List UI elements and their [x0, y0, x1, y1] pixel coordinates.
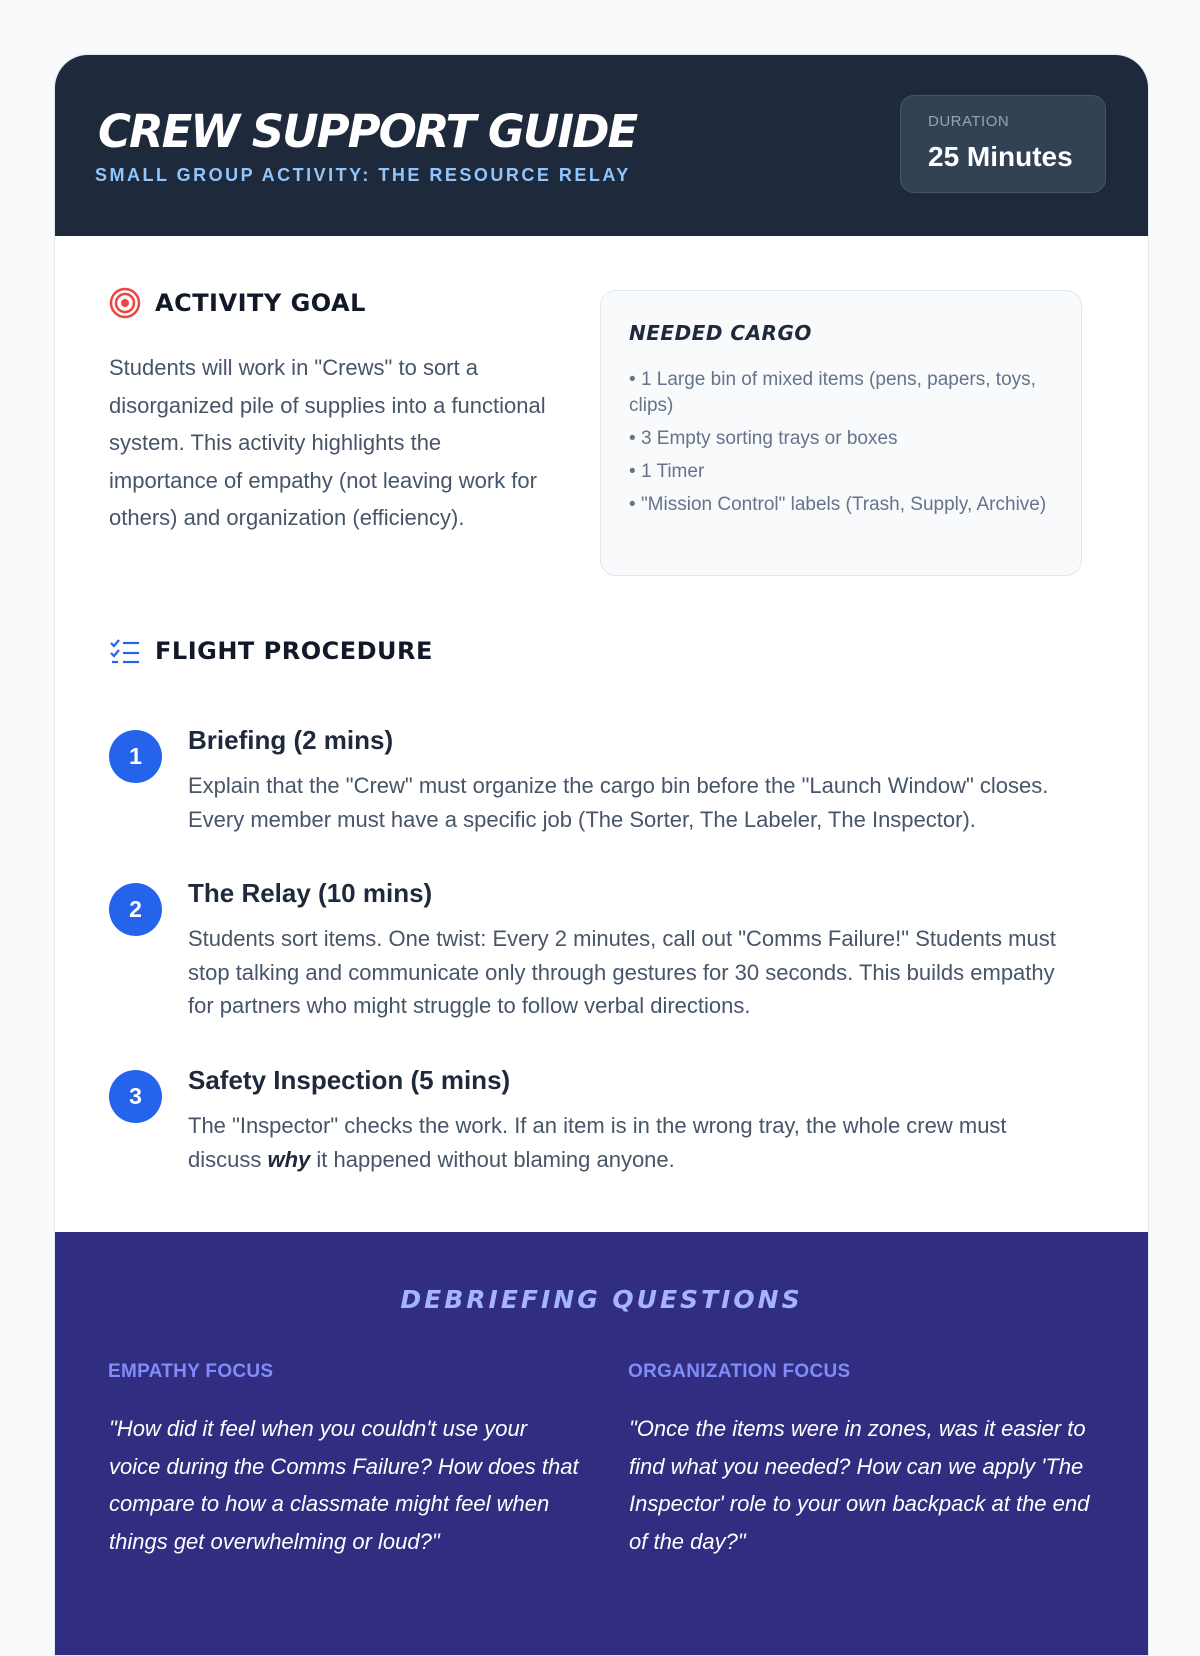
cargo-list [629, 367, 1069, 525]
debriefing-title: DEBRIEFING QUESTIONS [400, 1285, 803, 1314]
step-text-before: The "Inspector" checks the work. If an item is in the wrong tray, the whole crew must discuss [188, 1113, 1007, 1172]
step-title: Safety Inspection (5 mins) [188, 1065, 511, 1095]
step-number: 3 [109, 1070, 162, 1123]
guide-header [55, 55, 1148, 236]
step-title: The Relay (10 mins) [188, 878, 433, 908]
step-title: Briefing (2 mins) [188, 725, 394, 755]
empathy-focus-quote: "How did it feel when you couldn't use your voice during the Comms Failure? How does that compare to how a classmate might feel when things get overwhelming or loud?" [109, 1416, 579, 1554]
flight-procedure-title: FLIGHT PROCEDURE [155, 637, 433, 665]
activity-goal-heading [109, 287, 366, 319]
activity-goal-text: Students will work in "Crews" to sort a disorganized pile of supplies into a functional system. This activity highlights the importance of empathy (not leaving work for others) and organization (efficiency). [109, 355, 546, 531]
needed-cargo-title: NEEDED CARGO [629, 321, 812, 345]
needed-cargo-box [600, 290, 1082, 576]
duration-badge [900, 95, 1106, 193]
step-number: 1 [109, 730, 162, 783]
step-number: 2 [109, 883, 162, 936]
step-description: Explain that the "Crew" must organize the cargo bin before the "Launch Window" closes. Every member must have a specific job (The Sorter, The Labeler, The Inspector). [188, 773, 1049, 832]
step-description [188, 1109, 1083, 1176]
activity-goal-title: ACTIVITY GOAL [155, 289, 366, 317]
list-item: • 3 Empty sorting trays or boxes [629, 426, 1069, 452]
page-title: CREW SUPPORT GUIDE [98, 105, 637, 158]
organization-focus-quote: "Once the items were in zones, was it easier to find what you needed? How can we apply 'The Inspector' role to your own backpack at the end of the day?" [629, 1416, 1090, 1554]
list-item: • 1 Timer [629, 459, 1069, 485]
page-subtitle: SMALL GROUP ACTIVITY: THE RESOURCE RELAY [95, 165, 631, 185]
checklist-icon [109, 635, 141, 667]
guide-card [54, 54, 1149, 1656]
step-text-after: it happened without blaming anyone. [310, 1146, 675, 1172]
empathy-focus-label: EMPATHY FOCUS [108, 1361, 274, 1382]
debriefing-section [55, 1232, 1148, 1655]
step-description: Students sort items. One twist: Every 2 minutes, call out "Comms Failure!" Students must stop talking and communicate only through gestures for 30 seconds. This builds empathy for partners who might struggle to follow verbal directions. [188, 926, 1056, 1019]
list-item: • 1 Large bin of mixed items (pens, papers, toys, clips) [629, 367, 1069, 419]
list-item: • "Mission Control" labels (Trash, Supply, Archive) [629, 492, 1069, 518]
organization-focus-label: ORGANIZATION FOCUS [628, 1361, 851, 1382]
duration-label: DURATION [928, 113, 1010, 130]
step-text-emphasis: why [267, 1146, 311, 1172]
flight-procedure-heading [109, 635, 433, 667]
target-icon [109, 287, 141, 319]
duration-value: 25 Minutes [928, 141, 1073, 172]
